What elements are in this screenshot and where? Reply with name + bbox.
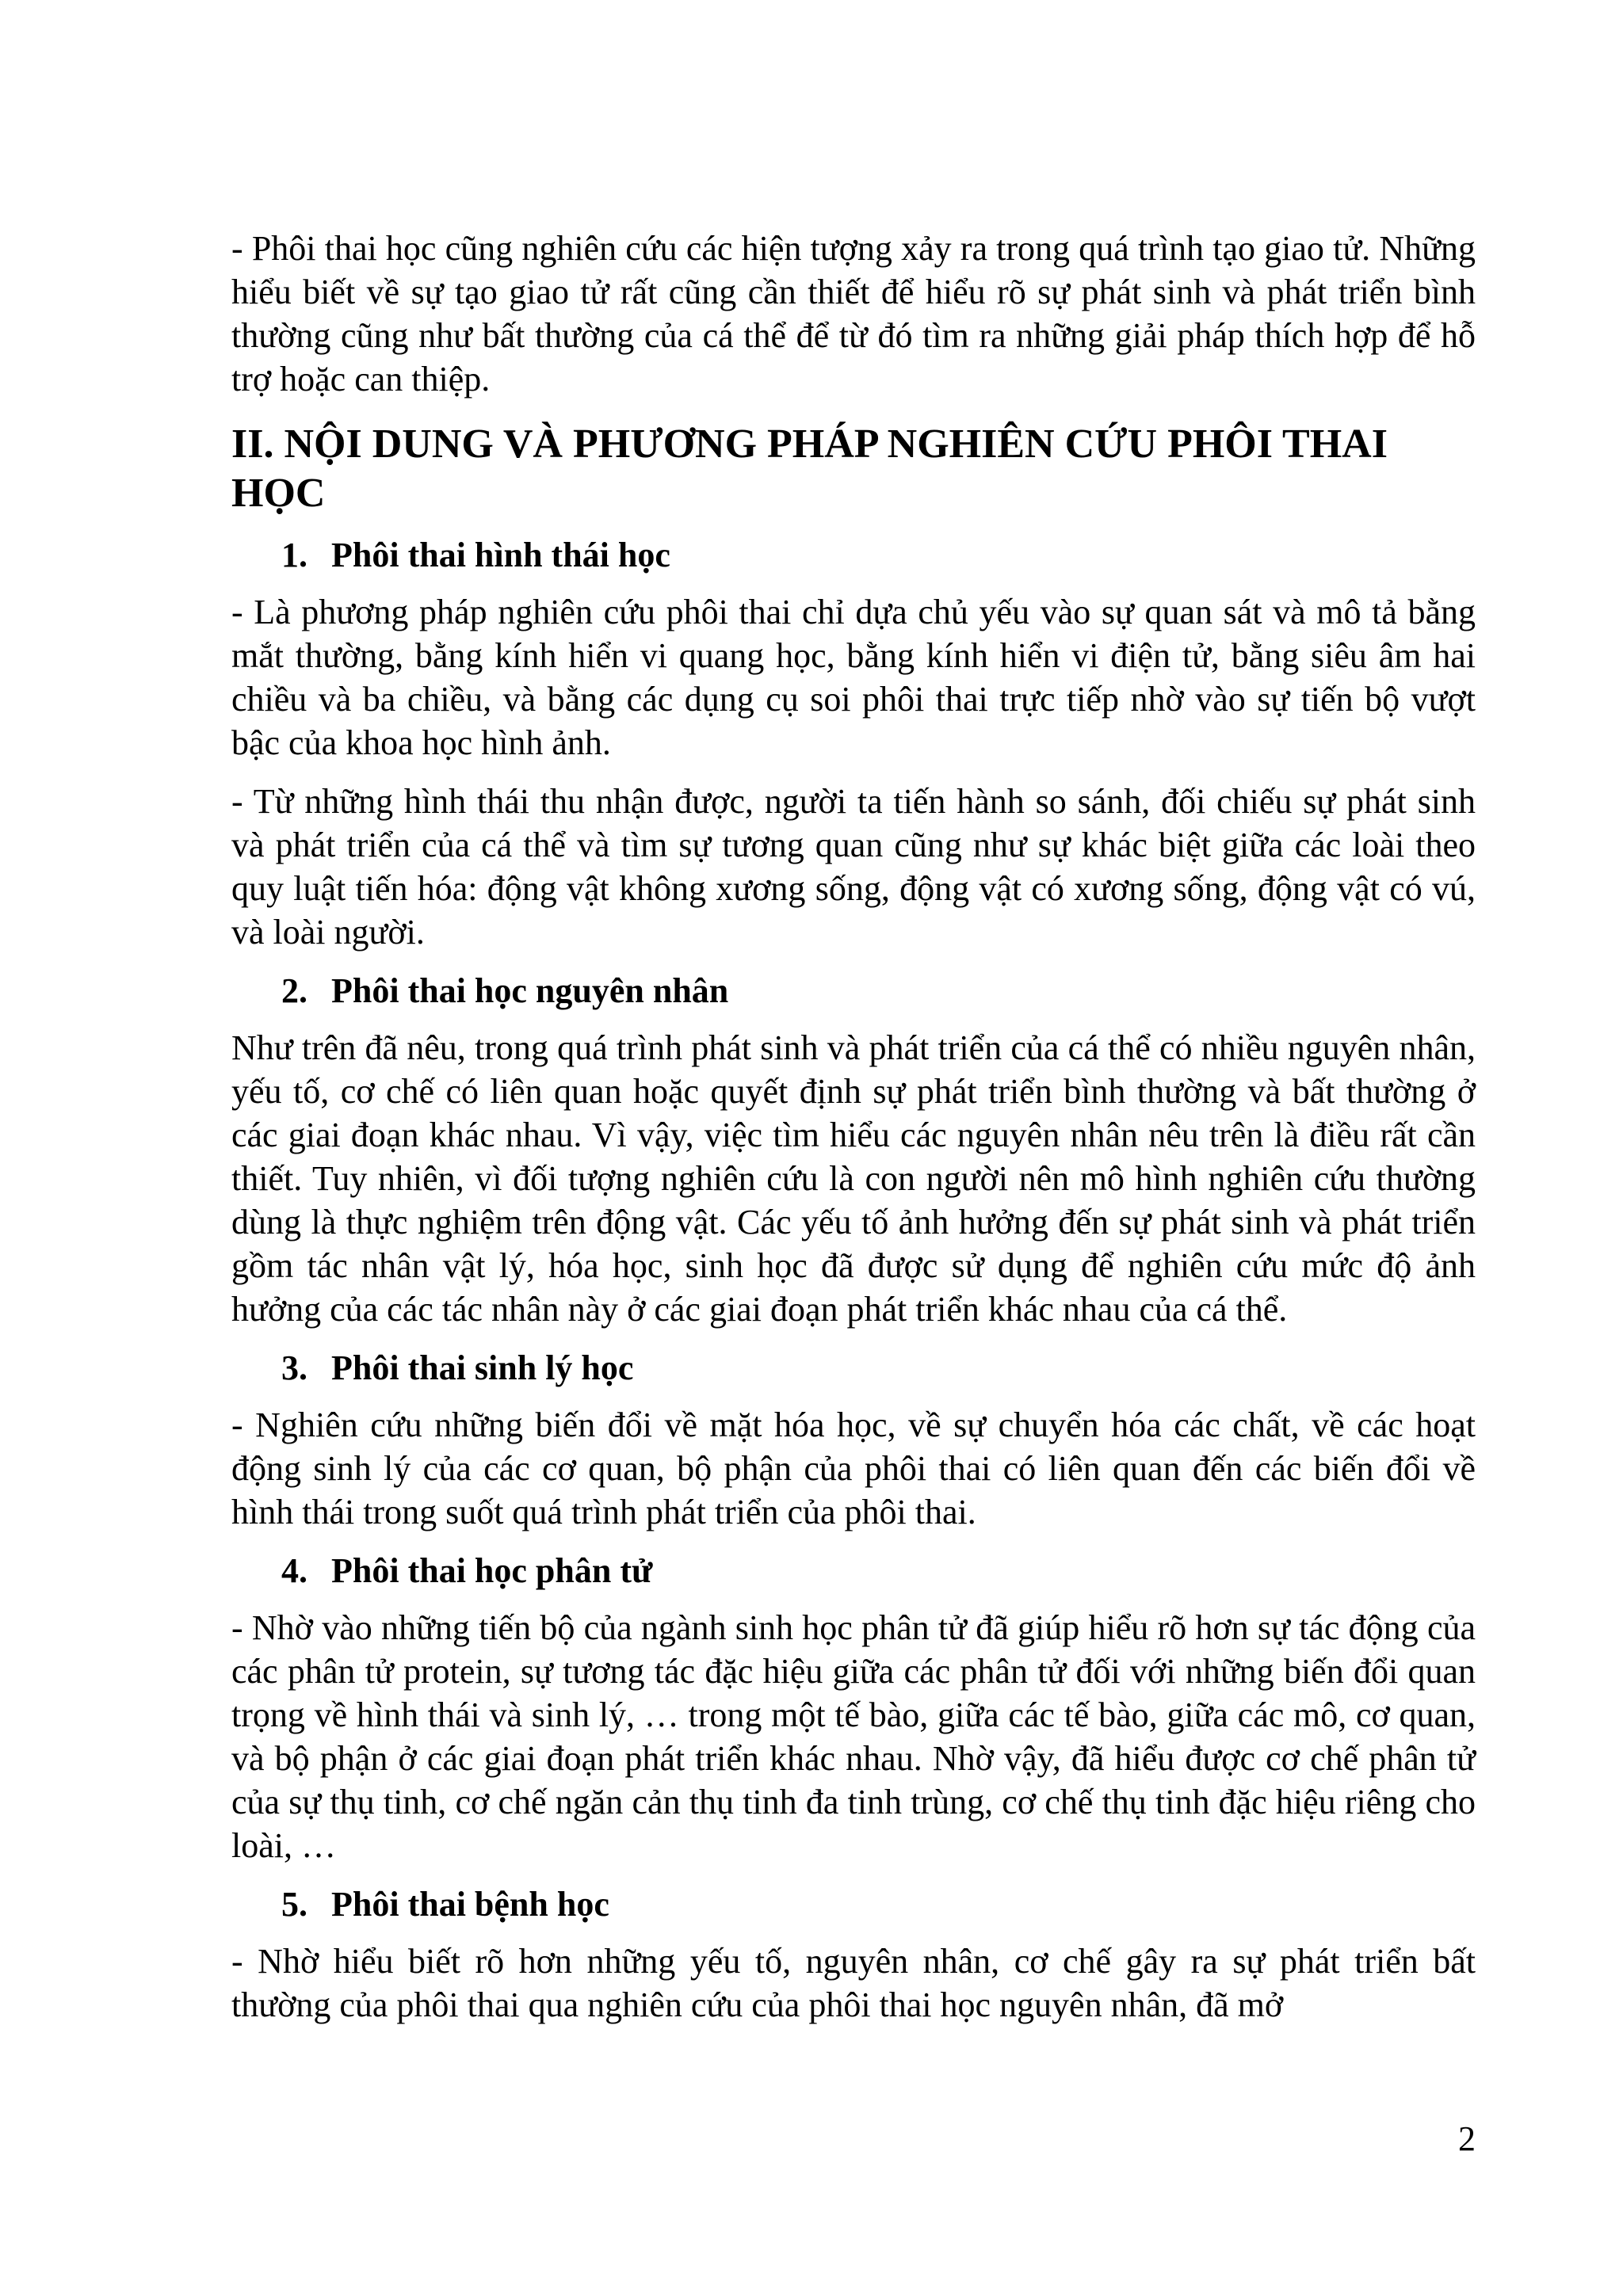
body-paragraph: - Nghiên cứu những biến đổi về mặt hóa học, về sự chuyển hóa các chất, về các hoạt động sinh lý của các cơ quan, bộ phận của phôi thai có liên quan đến các biến đổi về hình thái trong suốt quá trình phát triển của phôi thai. [231,1405,1476,1531]
section-heading: II. NỘI DUNG VÀ PHƯƠNG PHÁP NGHIÊN CỨU PHÔI THAI HỌC [231,421,1388,516]
subsection-number: 1. [281,536,307,574]
subsection-number: 2. [281,971,307,1010]
subsection-number: 3. [281,1348,307,1387]
subsection-title: Phôi thai học phân tử [331,1551,653,1590]
body-paragraph: - Là phương pháp nghiên cứu phôi thai chỉ dựa chủ yếu vào sự quan sát và mô tả bằng mắt thường, bằng kính hiển vi quang học, bằng kính hiển vi điện tử, bằng siêu âm hai chiều và ba chiều, và bằng các dụng cụ soi phôi thai trực tiếp nhờ vào sự tiến bộ vượt bậc của khoa học hình ảnh. [231,593,1476,762]
subsection-heading-3 [231,1346,1476,1390]
subsection-title: Phôi thai sinh lý học [331,1348,634,1387]
body-paragraph: - Từ những hình thái thu nhận được, người ta tiến hành so sánh, đối chiếu sự phát sinh và phát triển của cá thể và tìm sự tương quan cũng như sự khác biệt giữa các loài theo quy luật tiến hóa: động vật không xương sống, động vật có xương sống, động vật có vú, và loài người. [231,782,1476,952]
page-number: 2 [1458,2119,1476,2158]
document-page [231,227,1476,2027]
intro-paragraph: - Phôi thai học cũng nghiên cứu các hiện tượng xảy ra trong quá trình tạo giao tử. Những hiểu biết về sự tạo giao tử rất cũng cần thiết để hiểu rõ sự phát sinh và phát triển bình thường cũng như bất thường của cá thể để từ đó tìm ra những giải pháp thích hợp để hỗ trợ hoặc can thiệp. [231,229,1476,399]
subsection-heading-2 [231,969,1476,1013]
subsection-title: Phôi thai hình thái học [331,536,670,574]
subsection-heading-1 [231,533,1476,577]
subsection-heading-4 [231,1549,1476,1592]
subsection-number: 4. [281,1551,307,1590]
subsection-title: Phôi thai học nguyên nhân [331,971,729,1010]
body-paragraph: - Nhờ hiểu biết rõ hơn những yếu tố, nguyên nhân, cơ chế gây ra sự phát triển bất thường của phôi thai qua nghiên cứu của phôi thai học nguyên nhân, đã mở [231,1942,1476,2024]
body-paragraph: - Nhờ vào những tiến bộ của ngành sinh học phân tử đã giúp hiểu rõ hơn sự tác động của các phân tử protein, sự tương tác đặc hiệu giữa các phân tử đối với những biến đổi quan trọng về hình thái và sinh lý, … trong một tế bào, giữa các tế bào, giữa các mô, cơ quan, và bộ phận ở các giai đoạn phát triển khác nhau. Nhờ vậy, đã hiểu được cơ chế phân tử của sự thụ tinh, cơ chế ngăn cản thụ tinh đa tinh trùng, cơ chế thụ tinh đặc hiệu riêng cho loài, … [231,1608,1476,1865]
subsection-heading-5 [231,1882,1476,1926]
subsection-title: Phôi thai bệnh học [331,1885,609,1924]
subsection-number: 5. [281,1885,307,1924]
body-paragraph: Như trên đã nêu, trong quá trình phát sinh và phát triển của cá thể có nhiều nguyên nhân, yếu tố, cơ chế có liên quan hoặc quyết định sự phát triển bình thường và bất thường ở các giai đoạn khác nhau. Vì vậy, việc tìm hiểu các nguyên nhân nêu trên là điều rất cần thiết. Tuy nhiên, vì đối tượng nghiên cứu là con người nên mô hình nghiên cứu thường dùng là thực nghiệm trên động vật. Các yếu tố ảnh hưởng đến sự phát sinh và phát triển gồm tác nhân vật lý, hóa học, sinh học đã được sử dụng để nghiên cứu mức độ ảnh hưởng của các tác nhân này ở các giai đoạn phát triển khác nhau của cá thể. [231,1028,1476,1329]
